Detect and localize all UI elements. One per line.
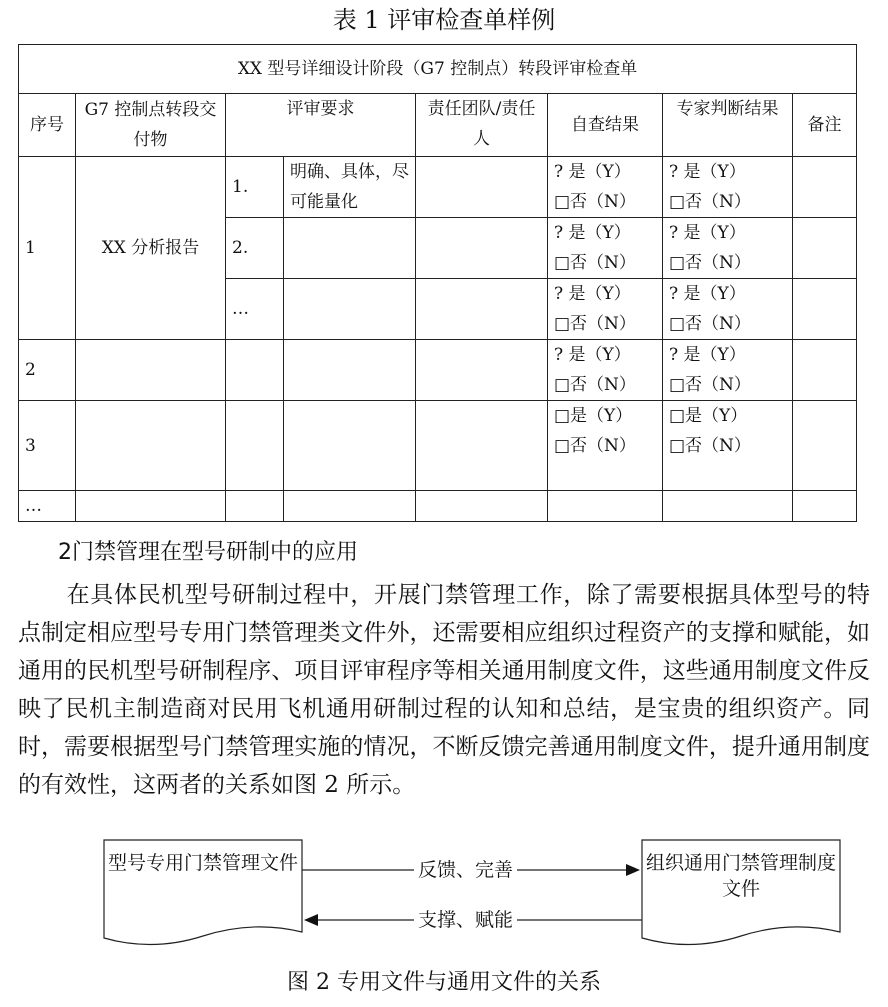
table-title: XX 型号详细设计阶段（G7 控制点）转段评审检查单 bbox=[19, 45, 857, 94]
empty-cell bbox=[76, 491, 226, 522]
sub-requirement bbox=[284, 279, 416, 340]
sub-index: 1. bbox=[226, 157, 284, 218]
review-checklist-table bbox=[18, 44, 857, 522]
expert-yes-option: ? 是（Y） bbox=[669, 345, 746, 365]
team-cell bbox=[416, 340, 548, 401]
row-deliverable: XX 分析报告 bbox=[76, 157, 226, 340]
sub-index: 2. bbox=[226, 218, 284, 279]
header-expert: 专家判断结果 bbox=[663, 94, 793, 157]
self-check-cell bbox=[548, 218, 663, 279]
expert-cell bbox=[663, 401, 793, 491]
left-document-box bbox=[104, 840, 302, 920]
sub-requirement bbox=[284, 218, 416, 279]
self-no-option: □否（N） bbox=[554, 436, 636, 456]
self-no-option: □否（N） bbox=[554, 192, 636, 212]
self-yes-option: □是（Y） bbox=[554, 406, 633, 426]
feedback-label: 反馈、完善 bbox=[414, 857, 517, 883]
expert-yes-option: ? 是（Y） bbox=[669, 162, 746, 182]
expert-no-option: □否（N） bbox=[669, 192, 751, 212]
empty-cell bbox=[663, 491, 793, 522]
team-cell bbox=[416, 279, 548, 340]
sub-requirement bbox=[284, 340, 416, 401]
expert-yes-option: ? 是（Y） bbox=[669, 223, 746, 243]
paragraph-text: 在具体民机型号研制过程中，开展门禁管理工作，除了需要根据具体型号的特点制定相应型号专用门禁管理类文件外，还需要相应组织过程资产的支撑和赋能，如通用的民机型号研制程序、项目评审程序等相关通用制度文件，这些通用制度文件反映了民机主制造商对民用飞机通用研制过程的认知和总结，是宝贵的组织资产。同时，需要根据型号门禁管理实施的情况，不断反馈完善通用制度文件，提升通用制度的有效性，这两者的关系如图 2 所示。 bbox=[18, 582, 870, 798]
header-remark: 备注 bbox=[793, 94, 857, 157]
sub-index: … bbox=[226, 279, 284, 340]
row-deliverable bbox=[76, 340, 226, 401]
self-check-cell bbox=[548, 279, 663, 340]
header-requirement: 评审要求 bbox=[226, 94, 416, 157]
header-deliverable: G7 控制点转段交付物 bbox=[76, 94, 226, 157]
remark-cell bbox=[793, 157, 857, 218]
sub-requirement: 明确、具体，尽可能量化 bbox=[284, 157, 416, 218]
remark-cell bbox=[793, 401, 857, 491]
remark-cell bbox=[793, 340, 857, 401]
right-document-box bbox=[642, 840, 840, 920]
self-check-cell bbox=[548, 157, 663, 218]
expert-cell bbox=[663, 218, 793, 279]
empty-cell bbox=[793, 491, 857, 522]
table-row bbox=[19, 401, 857, 491]
team-cell bbox=[416, 218, 548, 279]
self-yes-option: ? 是（Y） bbox=[554, 162, 631, 182]
remark-cell bbox=[793, 279, 857, 340]
body-paragraph bbox=[18, 576, 870, 804]
row-deliverable bbox=[76, 401, 226, 491]
table-row bbox=[19, 491, 857, 522]
figure-caption: 图 2 专用文件与通用文件的关系 bbox=[287, 970, 601, 995]
header-self-check: 自查结果 bbox=[548, 94, 663, 157]
self-yes-option: ? 是（Y） bbox=[554, 284, 631, 304]
row-no: … bbox=[19, 491, 76, 522]
support-label: 支撑、赋能 bbox=[414, 907, 517, 933]
expert-no-option: □否（N） bbox=[669, 375, 751, 395]
header-no: 序号 bbox=[19, 94, 76, 157]
table-row bbox=[19, 157, 857, 218]
row-no: 1 bbox=[19, 157, 76, 340]
self-check-cell bbox=[548, 340, 663, 401]
empty-cell bbox=[226, 491, 284, 522]
expert-cell bbox=[663, 157, 793, 218]
row-no: 2 bbox=[19, 340, 76, 401]
empty-cell bbox=[416, 491, 548, 522]
self-no-option: □否（N） bbox=[554, 314, 636, 334]
empty-cell bbox=[548, 491, 663, 522]
expert-cell bbox=[663, 340, 793, 401]
header-team: 责任团队/责任人 bbox=[416, 94, 548, 157]
expert-yes-option: □是（Y） bbox=[669, 406, 748, 426]
expert-no-option: □否（N） bbox=[669, 314, 751, 334]
team-cell bbox=[416, 401, 548, 491]
sub-index bbox=[226, 401, 284, 491]
expert-no-option: □否（N） bbox=[669, 436, 751, 456]
support-arrowhead bbox=[304, 914, 318, 926]
sub-index bbox=[226, 340, 284, 401]
self-yes-option: ? 是（Y） bbox=[554, 345, 631, 365]
section-heading: 2门禁管理在型号研制中的应用 bbox=[58, 540, 358, 565]
row-no: 3 bbox=[19, 401, 76, 491]
self-no-option: □否（N） bbox=[554, 253, 636, 273]
expert-yes-option: ? 是（Y） bbox=[669, 284, 746, 304]
empty-cell bbox=[284, 491, 416, 522]
self-no-option: □否（N） bbox=[554, 375, 636, 395]
expert-cell bbox=[663, 279, 793, 340]
feedback-arrowhead bbox=[626, 864, 640, 876]
self-check-cell bbox=[548, 401, 663, 491]
left-document-label: 型号专用门禁管理文件 bbox=[107, 852, 298, 874]
remark-cell bbox=[793, 218, 857, 279]
table-row bbox=[19, 340, 857, 401]
sub-requirement bbox=[284, 401, 416, 491]
right-document-label: 组织通用门禁管理制度文件 bbox=[645, 852, 836, 900]
self-yes-option: ? 是（Y） bbox=[554, 223, 631, 243]
team-cell bbox=[416, 157, 548, 218]
table-caption: 表 1 评审检查单样例 bbox=[332, 6, 556, 34]
expert-no-option: □否（N） bbox=[669, 253, 751, 273]
